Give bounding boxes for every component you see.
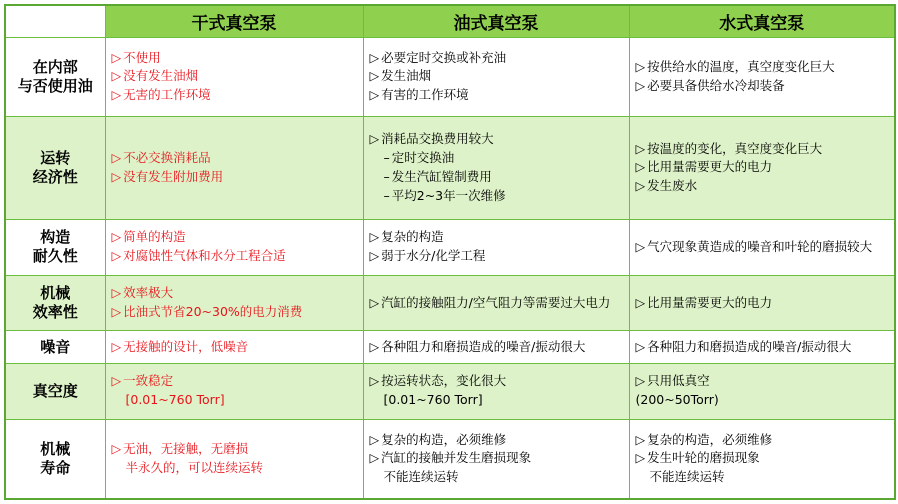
triangle-bullet-icon: ▷: [111, 441, 122, 456]
row-label: 运转 经济性: [5, 116, 105, 219]
triangle-bullet-icon: ▷: [635, 58, 646, 74]
table-cell: [363, 331, 629, 363]
triangle-bullet-icon: ▷: [369, 450, 380, 466]
triangle-bullet-icon: ▷: [369, 248, 380, 264]
table-body: [5, 5, 895, 499]
table-cell: [629, 275, 895, 331]
cell-line: [112, 303, 357, 322]
cell-text: [0.01~760 Torr]: [383, 392, 483, 408]
table-cell: [629, 219, 895, 275]
cell-line: [636, 449, 889, 468]
row-label: 机械 效率性: [5, 275, 105, 331]
cell-line: [112, 440, 357, 459]
cell-line: [636, 338, 889, 357]
triangle-bullet-icon: ▷: [635, 140, 646, 156]
cell-text: 复杂的构造，必须维修: [647, 431, 773, 447]
cell-line: [112, 49, 357, 68]
triangle-bullet-icon: ▷: [111, 150, 122, 166]
cell-line: [112, 67, 357, 86]
row-label: 真空度: [5, 363, 105, 419]
table-cell: [105, 219, 363, 275]
triangle-bullet-icon: ▷: [111, 49, 122, 65]
column-header-1: 干式真空泵: [105, 5, 363, 37]
row-label: 机械 寿命: [5, 419, 105, 499]
cell-line: [370, 391, 623, 410]
cell-text: 比用量需要更大的电力: [647, 159, 773, 175]
triangle-bullet-icon: ▷: [635, 159, 646, 175]
cell-line: [370, 149, 623, 168]
triangle-bullet-icon: ▷: [635, 431, 646, 447]
row-label: 构造 耐久性: [5, 219, 105, 275]
cell-line: [370, 468, 623, 487]
cell-line: [636, 77, 889, 96]
cell-text: 发生叶轮的磨损现象: [647, 450, 760, 466]
cell-text: 复杂的构造，必须维修: [381, 431, 507, 447]
cell-line: [370, 247, 623, 266]
dash-bullet-icon: –: [383, 150, 390, 166]
triangle-bullet-icon: ▷: [111, 373, 122, 389]
triangle-bullet-icon: ▷: [369, 68, 380, 84]
triangle-bullet-icon: ▷: [111, 248, 122, 264]
cell-text: [0.01~760 Torr]: [125, 392, 225, 408]
cell-text: 按运转状态，变化很大: [381, 373, 507, 389]
table-cell: [363, 363, 629, 419]
table-row: [5, 363, 895, 419]
table-cell: [105, 363, 363, 419]
table-row: [5, 219, 895, 275]
cell-text: 发生油烟: [381, 68, 432, 84]
table-header-row: [5, 5, 895, 37]
cell-text: 弱于水分/化学工程: [381, 248, 486, 264]
table-cell: [629, 116, 895, 219]
cell-text: 发生汽缸镗制费用: [391, 168, 492, 184]
table-cell: [629, 37, 895, 116]
cell-text: 效率极大: [123, 285, 174, 301]
cell-line: [112, 284, 357, 303]
table-row: [5, 275, 895, 331]
cell-text: 简单的构造: [123, 229, 186, 245]
vacuum-pump-comparison-table: [4, 4, 896, 500]
triangle-bullet-icon: ▷: [111, 68, 122, 84]
table-cell: [363, 219, 629, 275]
table-cell: [363, 116, 629, 219]
cell-line: [112, 372, 357, 391]
table-cell: [363, 37, 629, 116]
cell-line: [636, 140, 889, 159]
table-cell: [105, 275, 363, 331]
cell-line: [636, 158, 889, 177]
table-cell: [629, 363, 895, 419]
triangle-bullet-icon: ▷: [369, 431, 380, 447]
column-header-3: 水式真空泵: [629, 5, 895, 37]
table-cell: [105, 37, 363, 116]
cell-text: 必要具备供给水冷却装备: [647, 77, 785, 93]
cell-text: 气穴现象黄造成的噪音和叶轮的磨损较大: [647, 238, 873, 254]
cell-line: [112, 86, 357, 105]
cell-line: [370, 449, 623, 468]
cell-text: (200~50Torr): [635, 392, 719, 408]
triangle-bullet-icon: ▷: [111, 168, 122, 184]
cell-line: [112, 247, 357, 266]
cell-text: 按温度的变化，真空度变化巨大: [647, 140, 823, 156]
triangle-bullet-icon: ▷: [635, 450, 646, 466]
triangle-bullet-icon: ▷: [369, 373, 380, 389]
triangle-bullet-icon: ▷: [111, 338, 122, 354]
cell-text: 发生废水: [647, 178, 698, 194]
cell-line: [112, 168, 357, 187]
cell-text: 汽缸的接触并发生磨损现象: [381, 450, 532, 466]
cell-line: [370, 431, 623, 450]
cell-text: 一致稳定: [123, 373, 174, 389]
row-label: 噪音: [5, 331, 105, 363]
cell-text: 复杂的构造: [381, 229, 444, 245]
cell-text: 无害的工作环境: [123, 87, 211, 103]
cell-text: 半永久的，可以连续运转: [125, 459, 264, 475]
cell-text: 没有发生油烟: [123, 68, 199, 84]
triangle-bullet-icon: ▷: [111, 285, 122, 301]
triangle-bullet-icon: ▷: [369, 49, 380, 65]
table-cell: [363, 419, 629, 499]
cell-line: [636, 391, 889, 410]
triangle-bullet-icon: ▷: [635, 178, 646, 194]
cell-text: 不能连续运转: [383, 469, 459, 485]
cell-text: 不使用: [123, 49, 161, 65]
cell-line: [370, 338, 623, 357]
triangle-bullet-icon: ▷: [635, 238, 646, 254]
column-header-2: 油式真空泵: [363, 5, 629, 37]
cell-line: [370, 49, 623, 68]
table-row: [5, 419, 895, 499]
table-cell: [363, 275, 629, 331]
triangle-bullet-icon: ▷: [369, 294, 380, 310]
triangle-bullet-icon: ▷: [635, 294, 646, 310]
cell-text: 定时交换油: [391, 150, 455, 166]
table-row: [5, 331, 895, 363]
table-row: [5, 116, 895, 219]
cell-line: [636, 238, 889, 257]
cell-text: 按供给水的温度，真空度变化巨大: [647, 58, 835, 74]
table-cell: [105, 116, 363, 219]
triangle-bullet-icon: ▷: [369, 131, 380, 147]
triangle-bullet-icon: ▷: [111, 87, 122, 103]
cell-text: 各种阻力和磨损造成的噪音/振动很大: [381, 338, 586, 354]
cell-line: [370, 86, 623, 105]
cell-text: 各种阻力和磨损造成的噪音/振动很大: [647, 338, 852, 354]
dash-bullet-icon: –: [383, 168, 390, 184]
cell-line: [370, 130, 623, 149]
triangle-bullet-icon: ▷: [111, 229, 122, 245]
triangle-bullet-icon: ▷: [369, 229, 380, 245]
triangle-bullet-icon: ▷: [635, 77, 646, 93]
cell-line: [370, 168, 623, 187]
table-cell: [105, 419, 363, 499]
cell-line: [636, 58, 889, 77]
triangle-bullet-icon: ▷: [111, 303, 122, 319]
cell-text: 必要定时交换或补充油: [381, 49, 507, 65]
cell-text: 不能连续运转: [649, 469, 725, 485]
cell-line: [636, 431, 889, 450]
triangle-bullet-icon: ▷: [369, 338, 380, 354]
table-corner-cell: [5, 5, 105, 37]
cell-line: [112, 391, 357, 410]
triangle-bullet-icon: ▷: [635, 373, 646, 389]
table-row: [5, 37, 895, 116]
cell-text: 只用低真空: [647, 373, 710, 389]
cell-text: 不必交换消耗品: [123, 150, 211, 166]
cell-text: 平均2~3年一次维修: [391, 187, 506, 203]
cell-line: [636, 372, 889, 391]
cell-line: [370, 228, 623, 247]
cell-text: 比油式节省20~30%的电力消费: [123, 303, 303, 319]
cell-text: 无油，无接触，无磨损: [123, 441, 249, 456]
table-cell: [629, 419, 895, 499]
cell-line: [370, 372, 623, 391]
cell-line: [370, 294, 623, 313]
cell-line: [370, 67, 623, 86]
cell-text: 汽缸的接触阻力/空气阻力等需要过大电力: [381, 294, 611, 310]
cell-text: 无接触的设计，低噪音: [123, 338, 249, 354]
table-cell: [105, 331, 363, 363]
cell-text: 消耗品交换费用较大: [381, 131, 494, 147]
cell-line: [112, 338, 357, 357]
triangle-bullet-icon: ▷: [369, 87, 380, 103]
cell-line: [636, 468, 889, 487]
cell-line: [112, 228, 357, 247]
table-cell: [629, 331, 895, 363]
row-label: 在内部 与否使用油: [5, 37, 105, 116]
cell-line: [636, 177, 889, 196]
cell-text: 没有发生附加费用: [123, 168, 224, 184]
dash-bullet-icon: –: [383, 187, 390, 203]
triangle-bullet-icon: ▷: [635, 338, 646, 354]
cell-text: 比用量需要更大的电力: [647, 294, 773, 310]
cell-line: [370, 187, 623, 206]
cell-line: [112, 459, 357, 478]
cell-text: 有害的工作环境: [381, 87, 469, 103]
cell-line: [636, 294, 889, 313]
cell-text: 对腐蚀性气体和水分工程合适: [123, 248, 286, 264]
cell-line: [112, 149, 357, 168]
